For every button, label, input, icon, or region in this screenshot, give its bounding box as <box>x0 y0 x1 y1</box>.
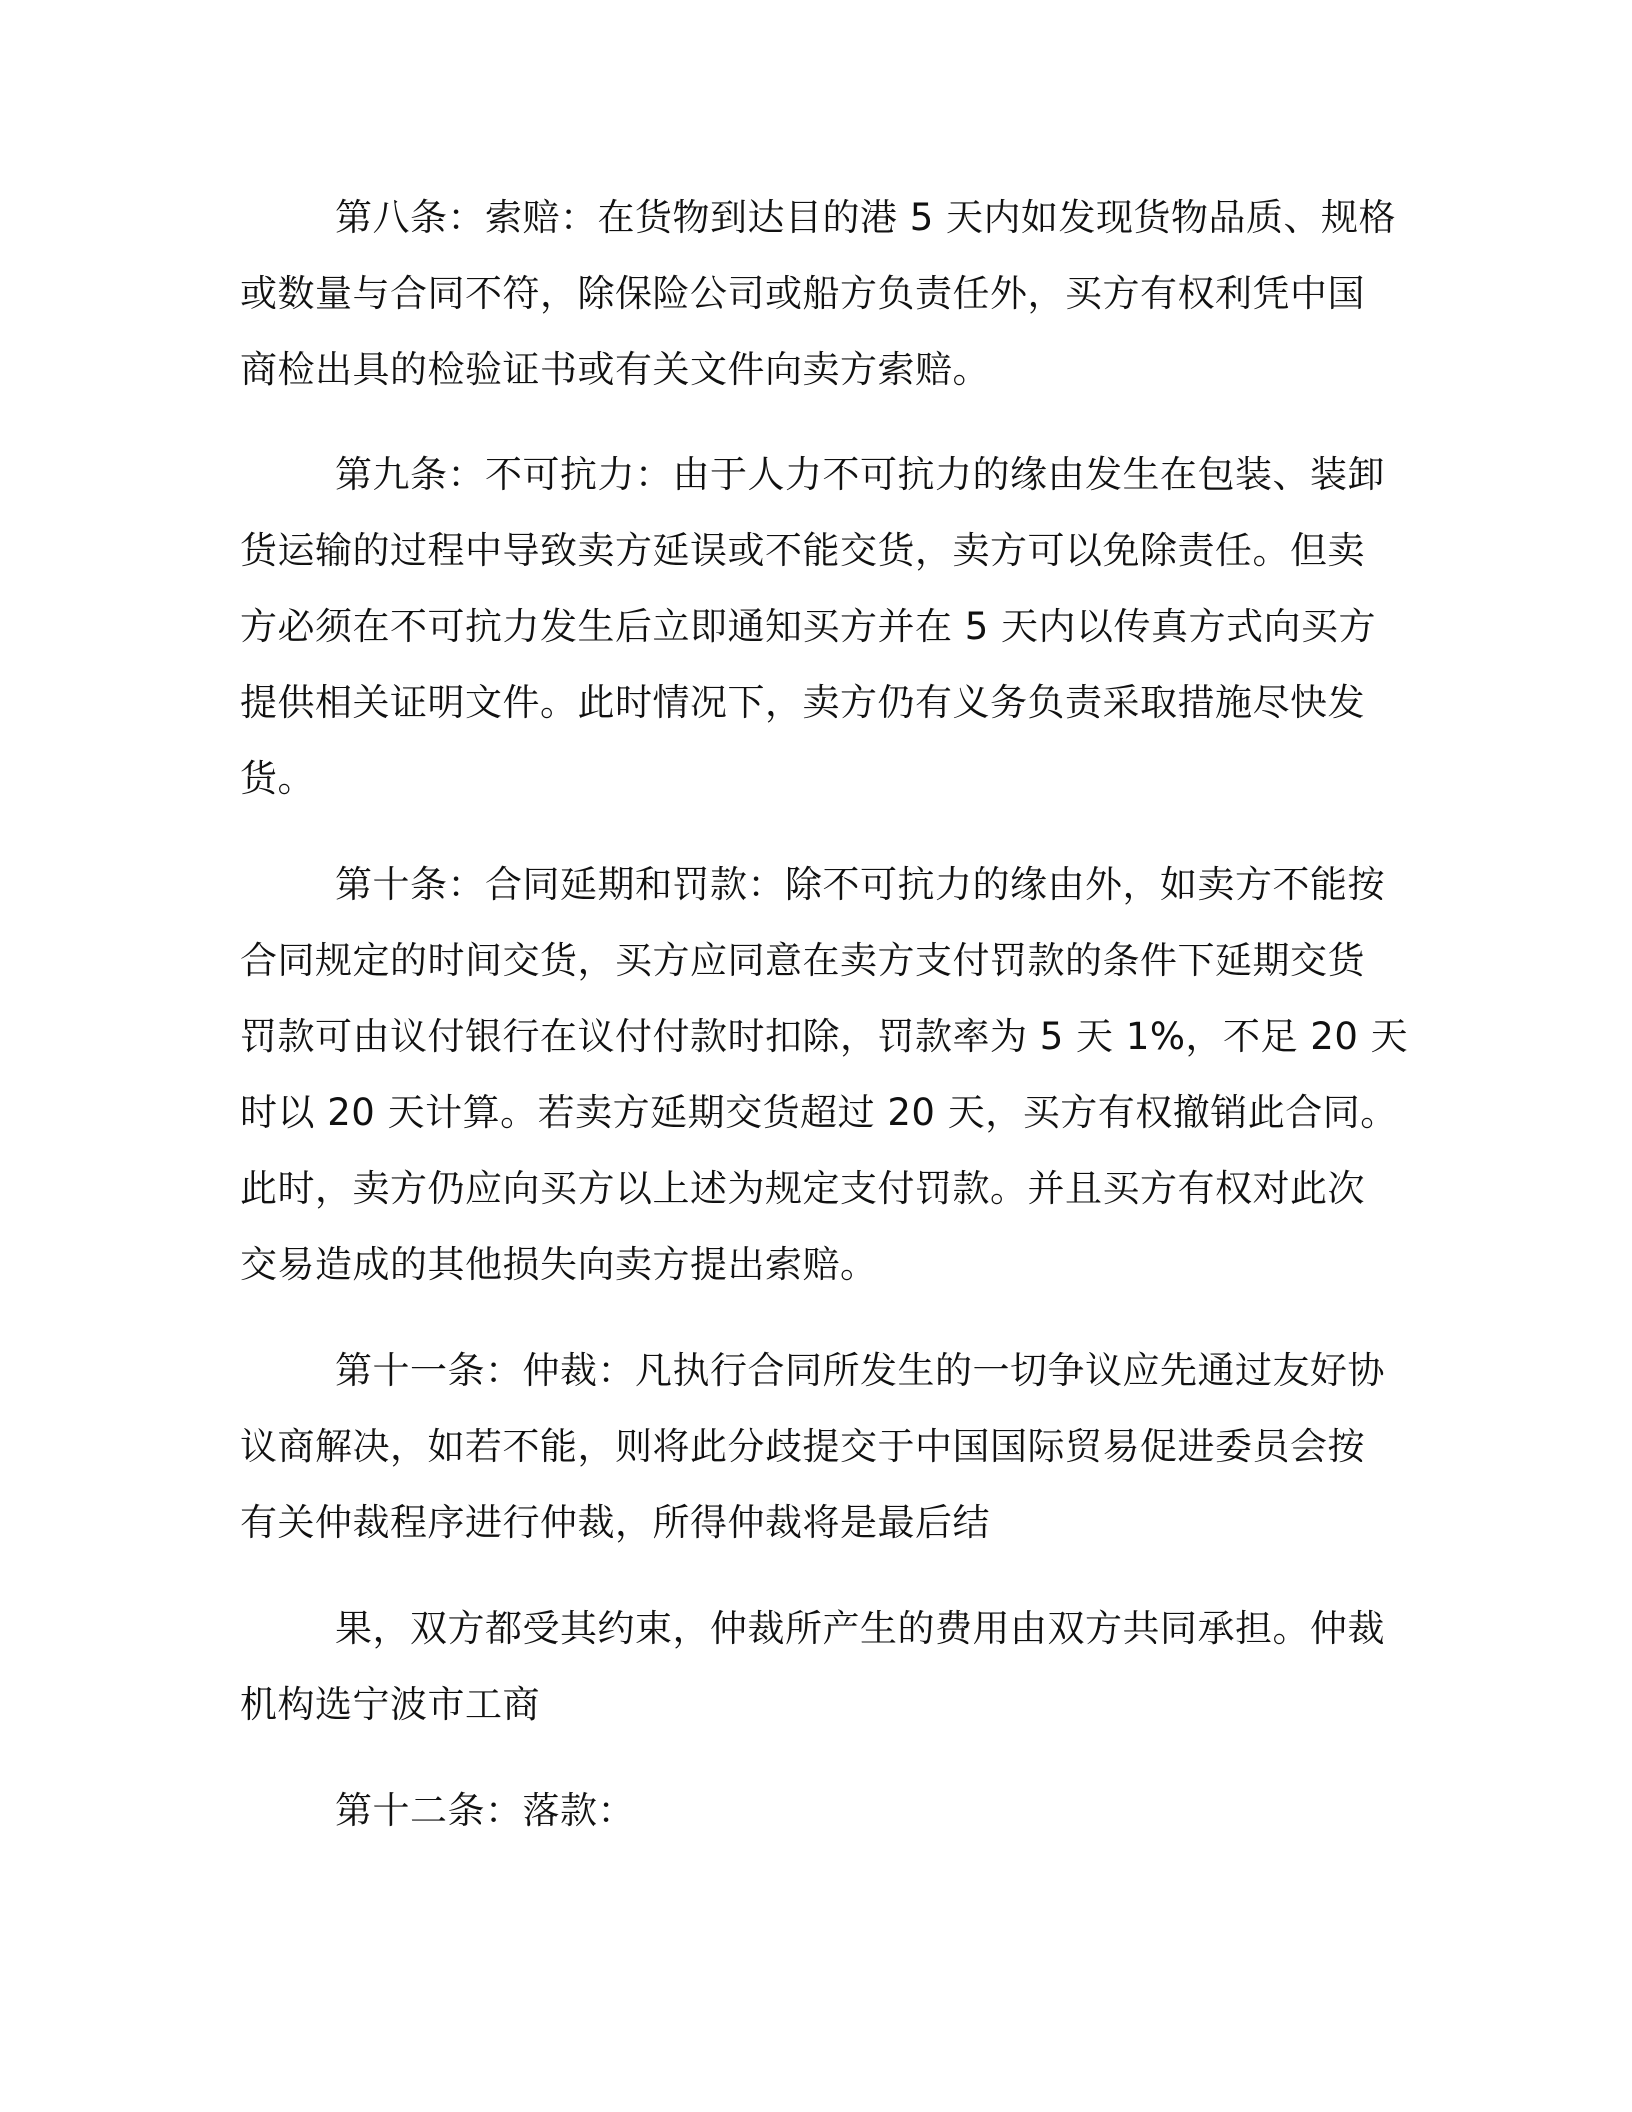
text-line: 货。 <box>240 757 315 800</box>
text-line: 果，双方都受其约束，仲裁所产生的费用由双方共同承担。仲裁 <box>335 1607 1385 1650</box>
text-line: 第十二条：落款： <box>335 1789 635 1832</box>
text-line: 方必须在不可抗力发生后立即通知买方并在 5 天内以传真方式向买方 <box>240 605 1377 648</box>
text-line: 第九条：不可抗力：由于人力不可抗力的缘由发生在包装、装卸 <box>335 453 1385 496</box>
text-line: 议商解决，如若不能，则将此分歧提交于中国国际贸易促进委员会按 <box>240 1425 1365 1468</box>
text-line: 货运输的过程中导致卖方延误或不能交货，卖方可以免除责任。但卖 <box>240 529 1365 572</box>
text-line: 提供相关证明文件。此时情况下，卖方仍有义务负责采取措施尽快发 <box>240 681 1365 724</box>
text-line: 罚款可由议付银行在议付付款时扣除，罚款率为 5 天 1%，不足 20 天 <box>240 1015 1409 1058</box>
text-line: 商检出具的检验证书或有关文件向卖方索赔。 <box>240 348 990 391</box>
text-line: 机构选宁波市工商 <box>240 1683 540 1726</box>
text-line: 合同规定的时间交货，买方应同意在卖方支付罚款的条件下延期交货 <box>240 939 1365 982</box>
text-line: 第八条：索赔：在货物到达目的港 5 天内如发现货物品质、规格 <box>335 196 1397 239</box>
text-line: 第十一条：仲裁：凡执行合同所发生的一切争议应先通过友好协 <box>335 1349 1385 1392</box>
text-line: 交易造成的其他损失向卖方提出索赔。 <box>240 1243 878 1286</box>
text-line: 此时，卖方仍应向买方以上述为规定支付罚款。并且买方有权对此次 <box>240 1167 1365 1210</box>
text-line: 有关仲裁程序进行仲裁，所得仲裁将是最后结 <box>240 1501 990 1544</box>
text-line: 时以 20 天计算。若卖方延期交货超过 20 天，买方有权撤销此合同。 <box>240 1091 1398 1134</box>
text-line: 或数量与合同不符，除保险公司或船方负责任外，买方有权利凭中国 <box>240 272 1365 315</box>
text-line: 第十条：合同延期和罚款：除不可抗力的缘由外，如卖方不能按 <box>335 863 1385 906</box>
